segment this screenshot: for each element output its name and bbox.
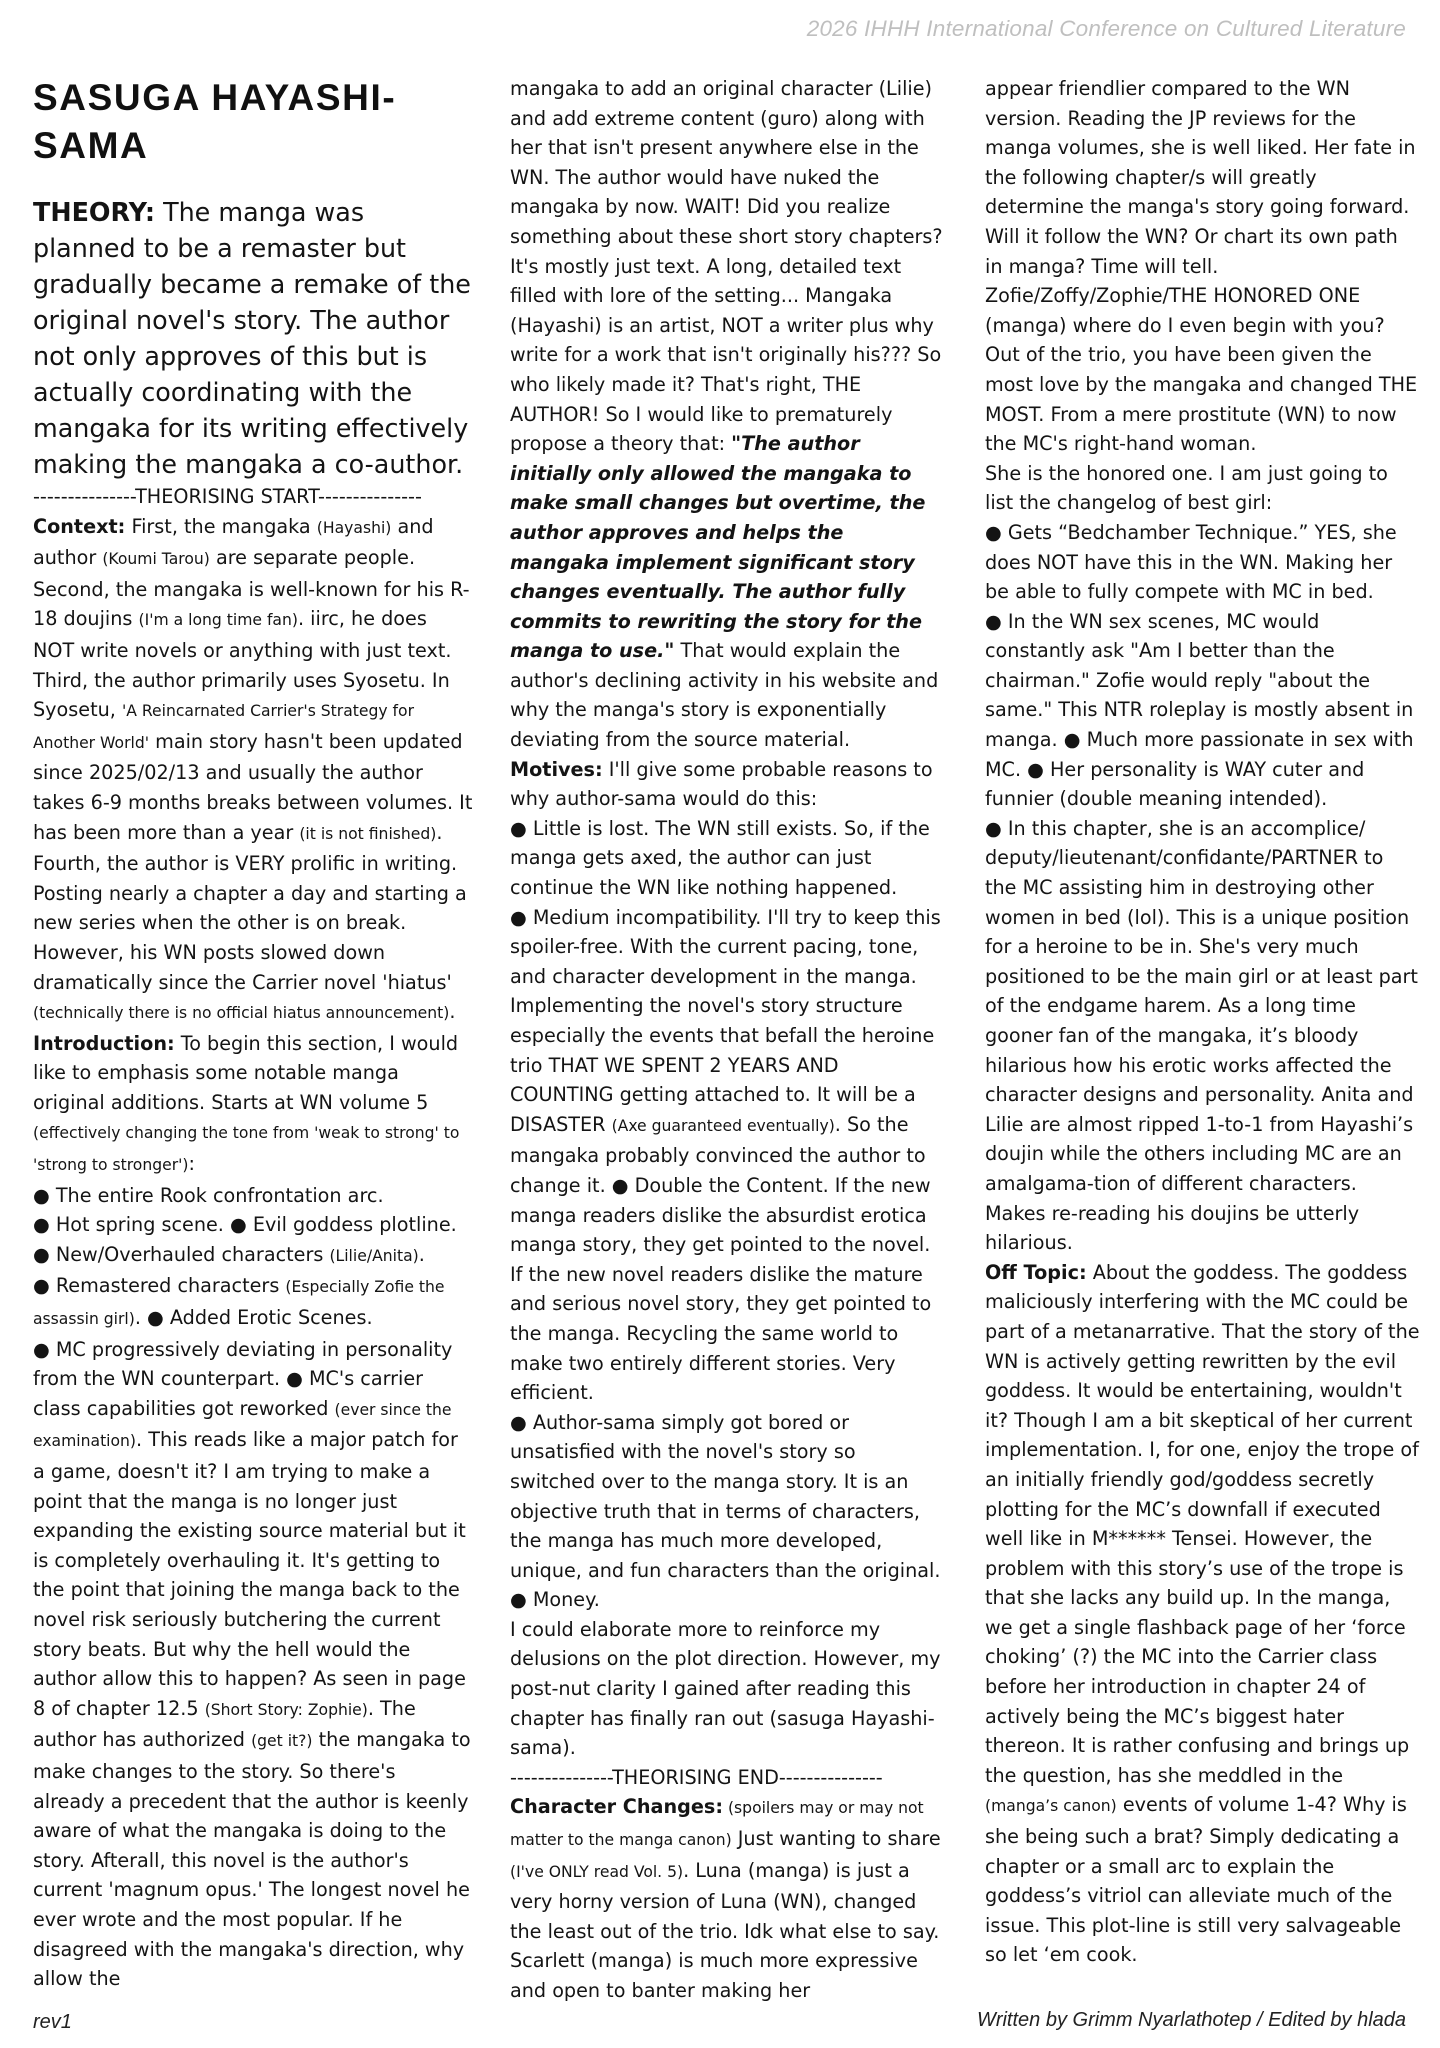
introduction-label: Introduction: — [33, 1031, 175, 1055]
list-item-note: (Especially Zofie the assassin girl) — [33, 1278, 445, 1329]
theory-text: The manga was planned to be a remaster but gradually became a remake of the original novel's story. The author not only approves of this but is actually coordinating with the mangaka for its writing effectively making the mangaka a co-author. — [33, 197, 471, 479]
context-note: (Koumi Tarou) — [102, 550, 210, 569]
context-text: . iirc, he does NOT write novels or anything with just text. Third, the author primarily uses Syosetu. In Syosetu, — [33, 607, 452, 722]
list-item-text: . This reads like a major patch for a game, doesn't it? I am trying to make a point that the manga is no longer just expanding the existing source material but it is completely overhauling it. It's getting to the point that joining the manga back to the novel risk seriously butchering the current story beats. But why the hell would the author allow this to happen? As seen in page 8 of chapter 12.5 — [33, 1428, 466, 1720]
introduction-text: : — [188, 1152, 195, 1176]
character-changes-note: (I've ONLY read Vol. 5) — [510, 1862, 684, 1881]
context-note: (technically there is no official hiatus announcement) — [33, 1004, 450, 1023]
closing-paragraph: I could elaborate more to reinforce my delusions on the plot direction. However, my post-nut clarity I gained after reading this chapter has finally ran out (sasuga Hayashi-sama). — [510, 1617, 941, 1760]
column-3 — [985, 74, 1420, 1970]
list-item — [33, 1335, 473, 1994]
list-item — [510, 903, 945, 1408]
list-item — [33, 1271, 473, 1334]
list-item — [33, 1240, 473, 1272]
character-changes-note: (spoilers may or may not matter to the manga canon) — [510, 1799, 924, 1850]
honored-one-paragraph: She is the honored one. I am just going to list the changelog of best girl: — [985, 461, 1388, 515]
character-changes-text: . Luna (manga) is just a very horny version of Luna (WN), changed the least out of the trio. Idk what else to say. Scarlett (manga) is much more expressive and open to banter making her — [510, 1858, 940, 2002]
list-item-note: (get it?) — [251, 1732, 313, 1751]
list-item-text: . The author has authorized — [33, 1696, 416, 1752]
off-topic-paragraph — [985, 1258, 1420, 1970]
character-changes-paragraph — [510, 1792, 945, 2005]
list-item-note: (Lilie/Anita) — [329, 1246, 419, 1265]
context-text: . — [449, 1000, 456, 1024]
list-item: ● In this chapter, she is an accomplice/ deputy/lieutenant/confidante/PARTNER to the MC assisting him in destroying other women in bed (lol). This is a unique position for a heroine to be in. She's very much positioned to be the main girl or at least part of the endgame harem. As a long time gooner fan of the mangaka, it’s bloody hilarious how his erotic works affected the character designs and personality. Anita and Lilie are almost ripped 1-to-1 from Hayashi’s doujin while the others including MC are an amalgama-tion of different characters. Makes re-reading his doujins be utterly hilarious. — [985, 816, 1418, 1255]
context-text: main story hasn't been updated since 2025/02/13 and usually the author takes 6-9 months breaks between volumes. It has been more than a year — [33, 729, 473, 844]
list-item-note: (ever since the examination) — [33, 1400, 452, 1451]
context-note: (I'm a long time fan) — [138, 611, 298, 630]
character-changes-text: Just wanting to share — [731, 1827, 941, 1851]
page-title: SASUGA HAYASHI-SAMA — [33, 77, 397, 166]
list-item-text: . — [418, 1242, 425, 1266]
body-text: mangaka to add an original character (Lilie) and add extreme content (guro) along with her that isn't present anywhere else in the WN. The author would have nuked the mangaka by now. WAIT! Did you realize something about these short story chapters? It's mostly just text. A long, detailed text filled with lore of the setting... Mangaka (Hayashi) is an artist, NOT a writer plus why write for a work that isn't originally his??? So who likely made it? That's right, THE AUTHOR! So I would like to prematurely propose a theory that: — [510, 77, 943, 456]
introduction-text: To begin this section, I would like to emphasis some notable manga original additions. Starts at WN volume 5 — [33, 1031, 459, 1114]
introduction-paragraph — [33, 1029, 473, 1181]
off-topic-note: (manga’s canon) — [985, 1797, 1117, 1816]
list-item-text: ● New/Overhauled characters — [33, 1242, 330, 1266]
context-note: (Hayashi) — [316, 518, 392, 537]
introduction-note: (effectively changing the tone from 'weak to strong' to 'strong to stronger') — [33, 1124, 460, 1175]
context-label: Context: — [33, 514, 126, 538]
list-item-note: (Axe guaranteed eventually) — [611, 1116, 835, 1135]
theory-paragraph — [33, 194, 473, 482]
context-note: (it is not finished) — [299, 824, 437, 843]
list-item: ● Author-sama simply got bored or unsatisfied with the novel's story so switched over to the manga story. It is an objective truth that in terms of characters, the manga has much more developed, unique, and fun characters than the original. ● Money. — [510, 1410, 941, 1612]
list-item-text: the mangaka to make changes to the story. So there's already a precedent that the author is keenly aware of what the mangaka is doing to the story. Afterall, this novel is the author's current 'magnum opus.' The longest novel he ever wrote and the most popular. If he disagreed with the mangaka's direction, why allow the — [33, 1728, 471, 1991]
character-changes-label: Character Changes: — [510, 1795, 723, 1819]
motives-text: I'll give some probable reasons to why author-sama would do this: — [510, 757, 933, 811]
author-credit: Written by Grimm Nyarlathotep / Edited by hlada — [976, 2009, 1406, 2031]
column-1 — [33, 74, 473, 1994]
body-text: That would explain the author's declining activity in his website and why the manga's story is exponentially deviating from the source material. — [510, 639, 939, 752]
list-item-text: ● MC progressively deviating in personality from the WN counterpart. ● MC's carrier class capabilities got reworked — [33, 1337, 453, 1420]
theory-label: THEORY: — [33, 197, 155, 227]
list-item-text: . ● Added Erotic Scenes. — [134, 1306, 373, 1330]
list-item: ● Hot spring scene. ● Evil goddess plotline. — [33, 1213, 457, 1237]
off-topic-text: About the goddess. The goddess maliciously interfering with the MC could be part of a metanarrative. That the story of the WN is actively getting rewritten by the evil goddess. It would be entertaining, wouldn't it? Though I am a bit skeptical of her current implementation. I, for one, enjoy the trope of an initially friendly god/goddess secretly plotting for the MC’s downfall if executed well like in M****** Tensei. However, the problem with this story’s use of the trope is that she lacks any build up. In the manga, we get a single flashback page of her ‘force choking’ (?) the MC into the Carrier class before her introduction in chapter 24 of actively being the MC’s biggest hater thereon. It is rather confusing and brings up the question, has she meddled in the — [985, 1260, 1420, 1787]
list-item-text: ● Remastered characters — [33, 1274, 286, 1298]
off-topic-text: events of volume 1-4? Why is she being such a brat? Simply dedicating a chapter or a small arc to explain the goddess’s vitriol can alleviate much of the issue. This plot-line is still very salvageable so let ‘em cook. — [985, 1793, 1407, 1967]
list-item: ● In the WN sex scenes, MC would constantly ask "Am I better than the chairman." Zofie would reply "about the same." This NTR roleplay is mostly absent in manga. ● Much more passionate in sex with MC. ● Her personality is WAY cuter and funnier (double meaning intended). — [985, 609, 1414, 811]
theory-quote: "The author initially only allowed the mangaka to make small changes but overtime, the author approves and helps the mangaka implement significant story changes eventually. The author fully commits to rewriting the story for the manga to use." — [510, 432, 926, 663]
list-item-text: . So the mangaka probably convinced the author to change it. ● Double the Content. If the new manga readers dislike the absurdist erotica manga story, they get pointed to the novel. If the new novel readers dislike the mature and serious novel story, they get pointed to the manga. Recycling the same world to make two entirely different stories. Very efficient. — [510, 1112, 932, 1405]
context-text: and author — [33, 514, 434, 570]
list-item: ● The entire Rook confrontation arc. — [33, 1183, 384, 1207]
context-paragraph — [33, 512, 473, 1029]
motives-paragraph — [510, 755, 945, 814]
context-text: are separate people. Second, the mangaka is well-known for his R-18 doujins — [33, 546, 470, 631]
scarlett-zofie-paragraph: appear friendlier compared to the WN version. Reading the JP reviews for the manga volumes, she is well liked. Her fate in the following chapter/s will greatly determine the manga's story going forward. Will it follow the WN? Or chart its own path in manga? Time will tell. Zofie/Zoffy/Zophie/THE HONORED ONE (manga) where do I even begin with you? Out of the trio, you have been given the most love by the mangaka and changed THE MOST. From a mere prostitute (WN) to now the MC's right-hand woman. — [985, 77, 1418, 456]
list-item-text: ● Medium incompatibility. I'll try to keep this spoiler-free. With the current pacing, tone, and character development in the manga. Implementing the novel's story structure especially the events that befall the heroine trio THAT WE SPENT 2 YEARS AND COUNTING getting attached to. It will be a DISASTER — [510, 905, 941, 1136]
theorising-end-divider: ---------------THEORISING END--------------- — [510, 1765, 883, 1789]
off-topic-label: Off Topic: — [985, 1260, 1087, 1284]
theory-proposal-paragraph — [510, 74, 945, 755]
context-text: First, the mangaka — [125, 514, 317, 538]
conference-header: 2026 IHHH International Conference on Cultured Literature — [806, 16, 1406, 41]
context-text: . Fourth, the author is VERY prolific in writing. Posting nearly a chapter a day and starting a new series when the other is on break. However, his WN posts slowed down dramatically since the Carrier novel 'hiatus' — [33, 820, 467, 994]
list-item-note: (Short Story: Zophie) — [204, 1700, 368, 1719]
motives-label: Motives: — [510, 757, 603, 781]
list-item: ● Gets “Bedchamber Technique.” YES, she does NOT have this in the WN. Making her be able to fully compete with MC in bed. — [985, 520, 1397, 604]
column-2 — [510, 74, 945, 2006]
list-item: ● Little is lost. The WN still exists. So, if the manga gets axed, the author can just continue the WN like nothing happened. — [510, 816, 930, 900]
revision-label: rev1 — [33, 2011, 72, 2033]
theorising-start-divider: ---------------THEORISING START--------------- — [33, 485, 422, 508]
context-note: 'A Reincarnated Carrier's Strategy for Another World' — [33, 702, 415, 752]
